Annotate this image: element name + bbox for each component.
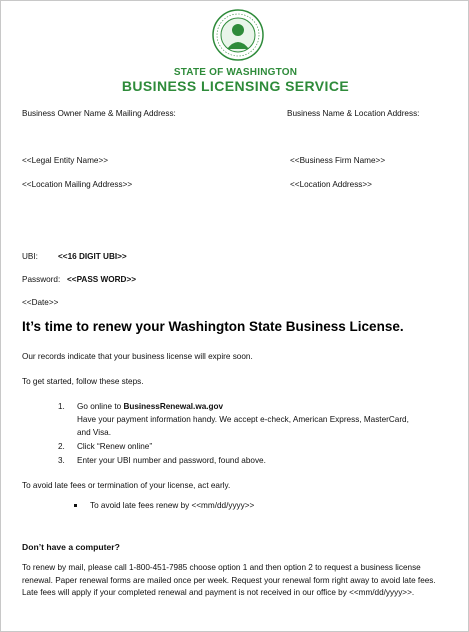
password-value: <<PASS WORD>> xyxy=(67,275,137,284)
renewal-website-link[interactable]: BusinessRenewal.wa.gov xyxy=(123,402,224,411)
password-label: Password: xyxy=(22,275,61,284)
ubi-label: UBI: xyxy=(22,252,38,261)
late-fee-deadline: To avoid late fees renew by <<mm/dd/yyyy>> xyxy=(90,501,255,510)
business-address-label: Business Name & Location Address: xyxy=(287,109,420,118)
location-address: <<Location Address>> xyxy=(290,180,372,189)
step-1-payment-line-end: and Visa. xyxy=(77,428,111,437)
no-computer-paragraph: To renew by mail, please call 1-800-451-7985 choose option 1 and then option 2 to request a business license renewal. Paper renewal forms are mailed once per week. Request your renewal form right away to avoid late fees. Late fees will apply if your completed renewal and payment is not received in our office by <<mm/dd/yyyy>>. xyxy=(22,563,436,597)
page-title: It’s time to renew your Washington State Business License. xyxy=(22,319,404,334)
step-2-text: Click “Renew online” xyxy=(77,442,153,451)
no-computer-heading: Don’t have a computer? xyxy=(22,542,120,552)
late-fee-line: To avoid late fees or termination of your license, act early. xyxy=(22,481,231,490)
step-1-prefix: Go online to xyxy=(77,402,124,411)
location-mailing-address: <<Location Mailing Address>> xyxy=(22,180,133,189)
step-1-payment-line: Have your payment information handy. We accept e-check, American Express, MasterCard, xyxy=(77,415,409,424)
owner-address-label: Business Owner Name & Mailing Address: xyxy=(22,109,176,118)
washington-state-seal-icon xyxy=(212,9,264,61)
records-line: Our records indicate that your business license will expire soon. xyxy=(22,352,253,361)
letter-date: <<Date>> xyxy=(22,298,59,307)
ubi-value: <<16 DIGIT UBI>> xyxy=(58,252,127,261)
legal-entity-name: <<Legal Entity Name>> xyxy=(22,156,109,165)
step-1-text xyxy=(77,402,223,412)
start-line: To get started, follow these steps. xyxy=(22,377,144,386)
step-3-number: 3. xyxy=(58,456,65,465)
step-3-text: Enter your UBI number and password, found above. xyxy=(77,456,266,465)
step-2-number: 2. xyxy=(58,442,65,451)
business-firm-name: <<Business Firm Name>> xyxy=(290,156,386,165)
step-1-number: 1. xyxy=(58,402,65,411)
bullet-icon xyxy=(74,504,77,507)
state-line: STATE OF WASHINGTON xyxy=(173,67,298,78)
agency-name: BUSINESS LICENSING SERVICE xyxy=(121,78,350,94)
